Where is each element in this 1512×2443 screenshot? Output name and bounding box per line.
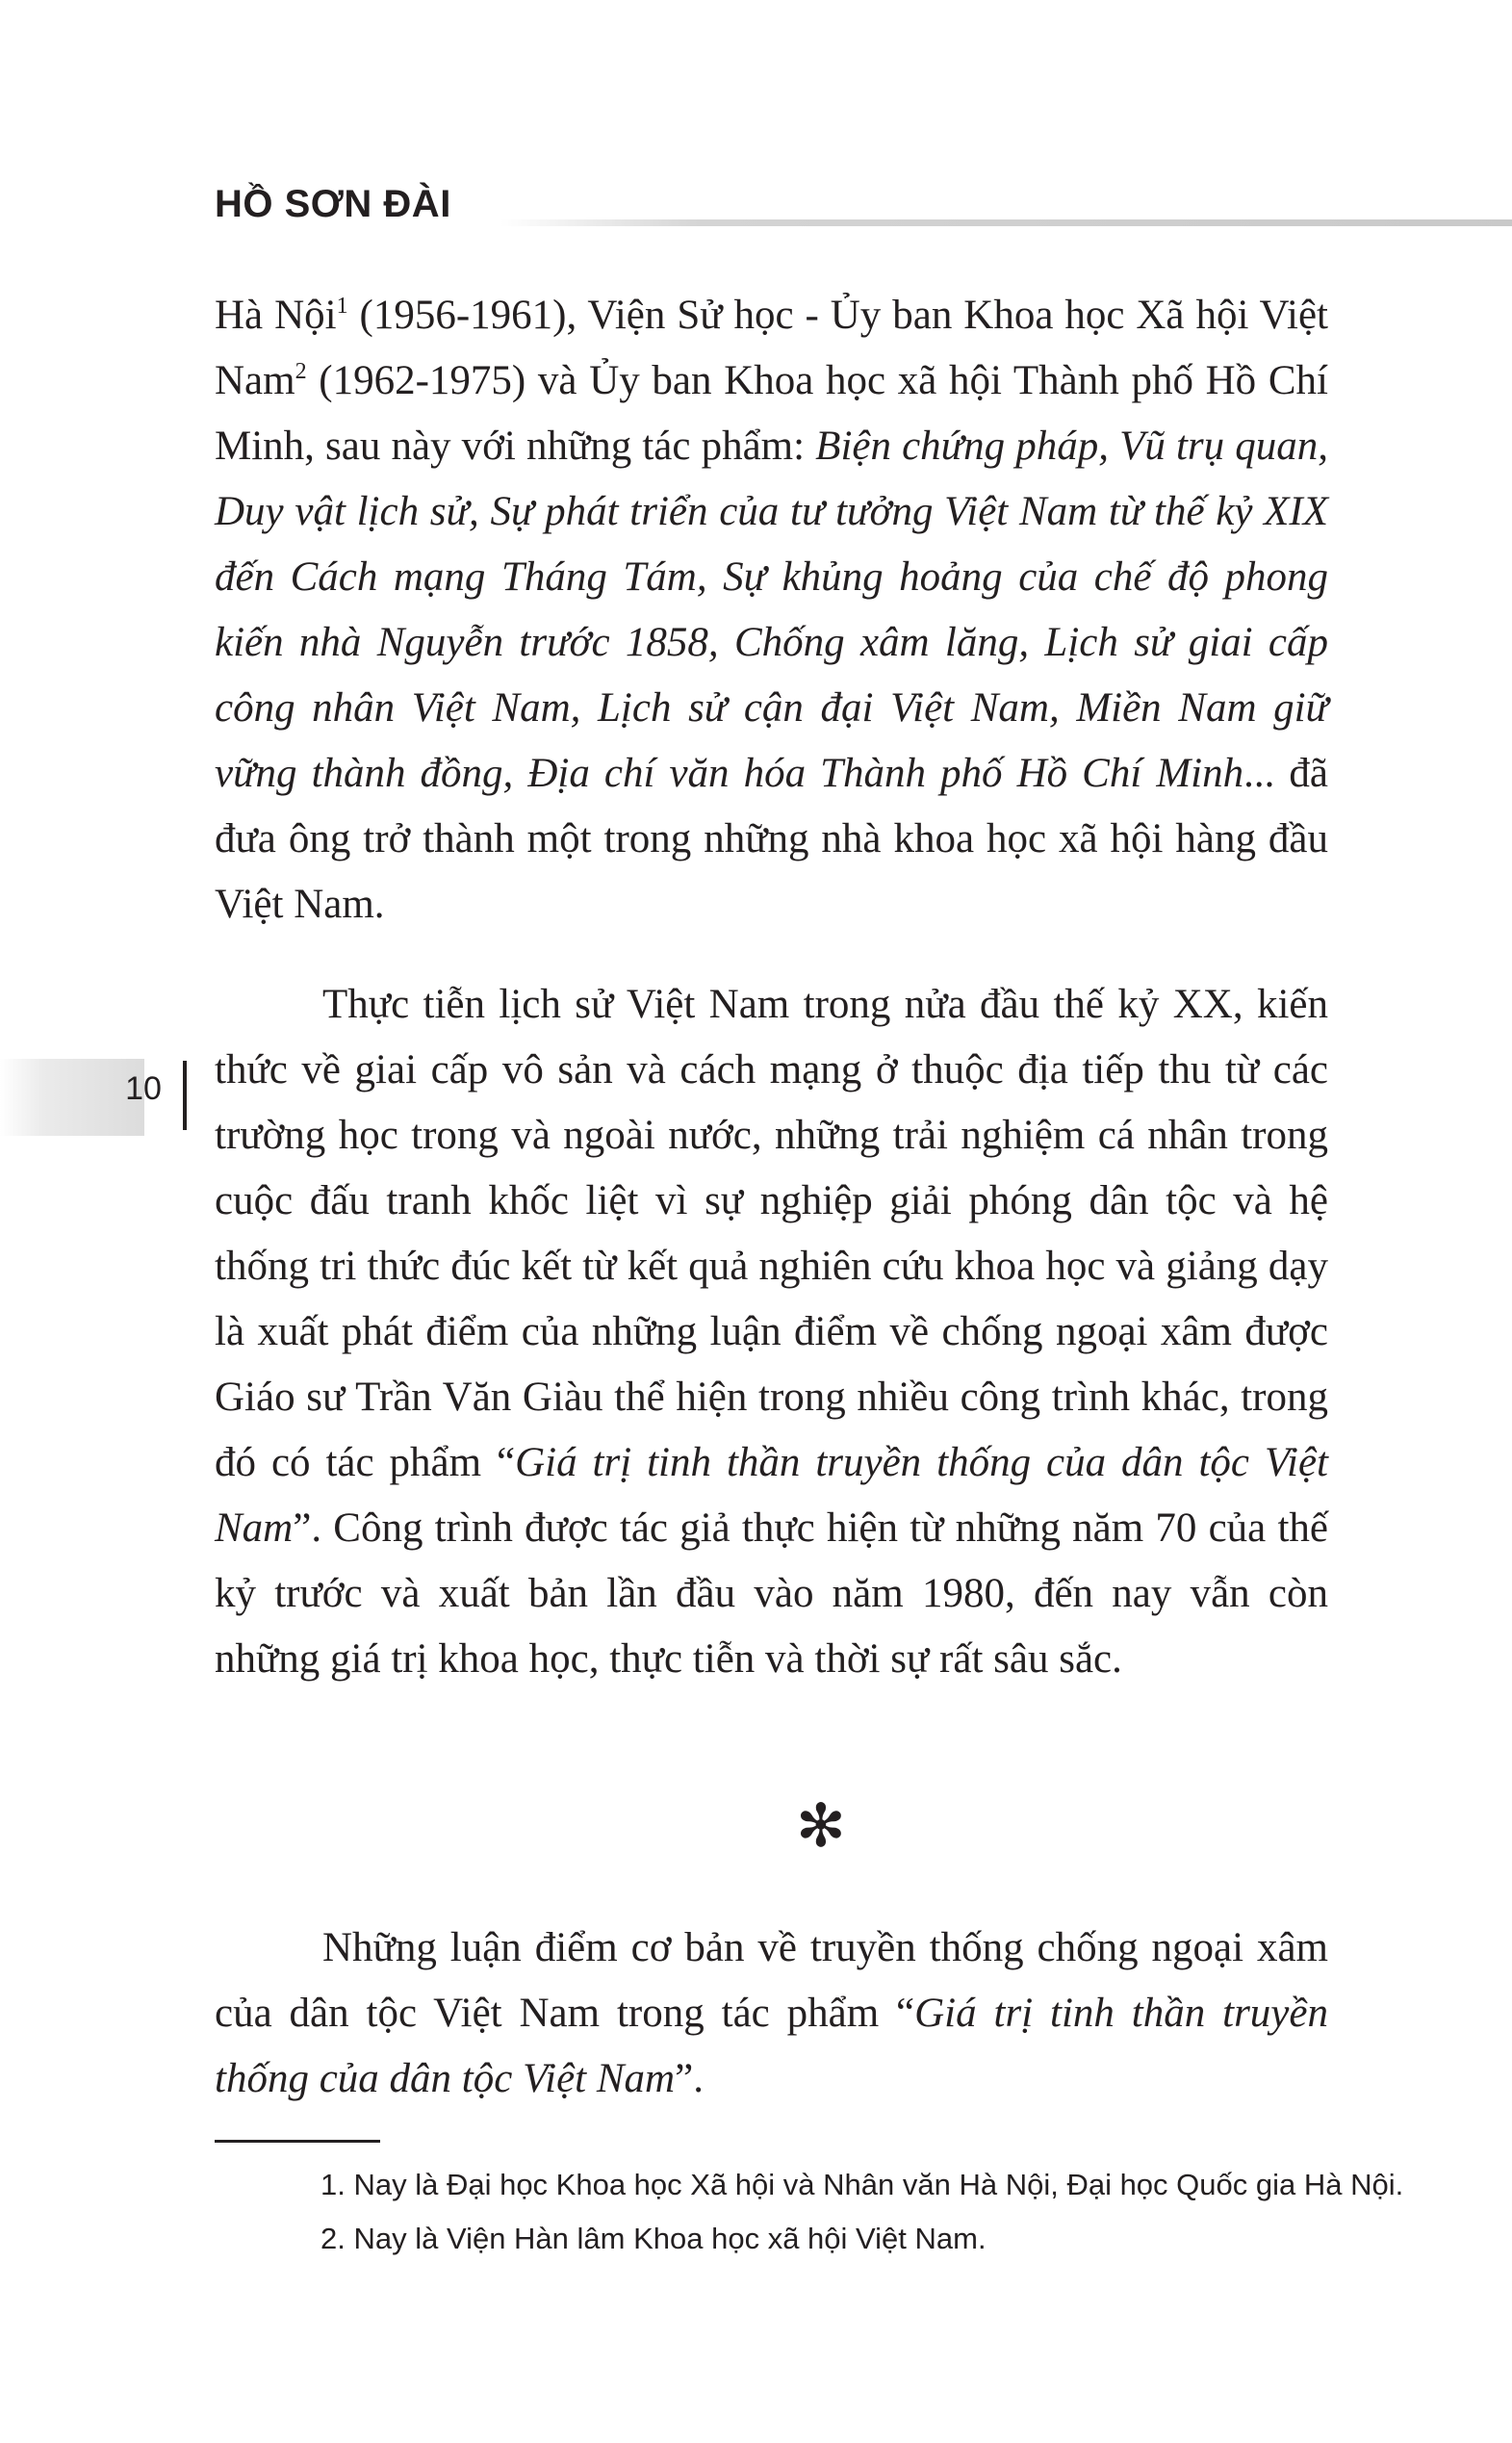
page-number: 10 <box>125 1070 162 1107</box>
paragraph-text: (1956-1961), Viện Sử học - Ủy ban Khoa học Xã hội Việt Nam <box>215 293 1328 403</box>
footnote-ref-2: 2 <box>295 359 307 384</box>
footnote-2: 2. Nay là Viện Hàn lâm Khoa học xã hội Việt Nam. <box>320 2222 987 2255</box>
footnotes <box>320 2158 1404 2266</box>
paragraph-text: Những luận điểm cơ bản về truyền thống chống ngoại xâm của dân tộc Việt Nam trong tác phẩm “ <box>215 1925 1328 2036</box>
section-break-asterisk: ✻ <box>796 1790 846 1861</box>
running-header-author: HỒ SƠN ĐÀI <box>215 183 451 225</box>
book-title: Giá trị tinh thần truyền thống của dân tộc Việt Nam <box>215 1440 1329 1551</box>
paragraph-text: ”. <box>675 2056 704 2101</box>
paragraph-text: ”. Công trình được tác giả thực hiện từ những năm 70 của thế kỷ trước và xuất bản lần đầu vào năm 1980, đến nay vẫn còn những giá trị khoa học, thực tiễn và thời sự rất sâu sắc. <box>215 1505 1328 1682</box>
paragraph-text: Thực tiễn lịch sử Việt Nam trong nửa đầu thế kỷ XX, kiến thức về giai cấp vô sản và cách mạng ở thuộc địa tiếp thu từ các trường học trong và ngoài nước, những trải nghiệm cá nhân trong cuộc đấu tranh khốc liệt vì sự nghiệp giải phóng dân tộc và hệ thống tri thức đúc kết từ kết quả nghiên cứu khoa học và giảng dạy là xuất phát điểm của những luận điểm về chống ngoại xâm được Giáo sư Trần Văn Giàu thể hiện trong nhiều công trình khác, trong đó có tác phẩm “ <box>215 982 1328 1485</box>
paragraph-continued <box>215 283 1328 938</box>
paragraph-text: ... đã đưa ông trở thành một trong những nhà khoa học xã hội hàng đầu Việt Nam. <box>215 751 1328 927</box>
footnote-rule <box>215 2140 380 2143</box>
paragraph-practice <box>215 972 1328 1692</box>
paragraph-text: (1962-1975) và Ủy ban Khoa học xã hội Thành phố Hồ Chí Minh, sau này với những tác phẩm: <box>215 358 1328 469</box>
paragraph-text: Hà Nội <box>215 293 337 338</box>
page-number-bar <box>183 1061 187 1130</box>
book-title: Giá trị tinh thần truyền thống của dân tộc Việt Nam <box>215 1991 1328 2101</box>
footnote-ref-1: 1 <box>336 294 348 319</box>
header-rule <box>500 219 1512 226</box>
paragraph-section-heading <box>215 1916 1328 2112</box>
footnote-1: 1. Nay là Đại học Khoa học Xã hội và Nhân văn Hà Nội, Đại học Quốc gia Hà Nội. <box>320 2168 1404 2201</box>
works-list: Biện chứng pháp, Vũ trụ quan, Duy vật lịch sử, Sự phát triển của tư tưởng Việt Nam từ thế kỷ XIX đến Cách mạng Tháng Tám, Sự khủng hoảng của chế độ phong kiến nhà Nguyễn trước 1858, Chống xâm lăng, Lịch sử giai cấp công nhân Việt Nam, Lịch sử cận đại Việt Nam, Miền Nam giữ vững thành đồng, Địa chí văn hóa Thành phố Hồ Chí Minh <box>215 424 1328 796</box>
